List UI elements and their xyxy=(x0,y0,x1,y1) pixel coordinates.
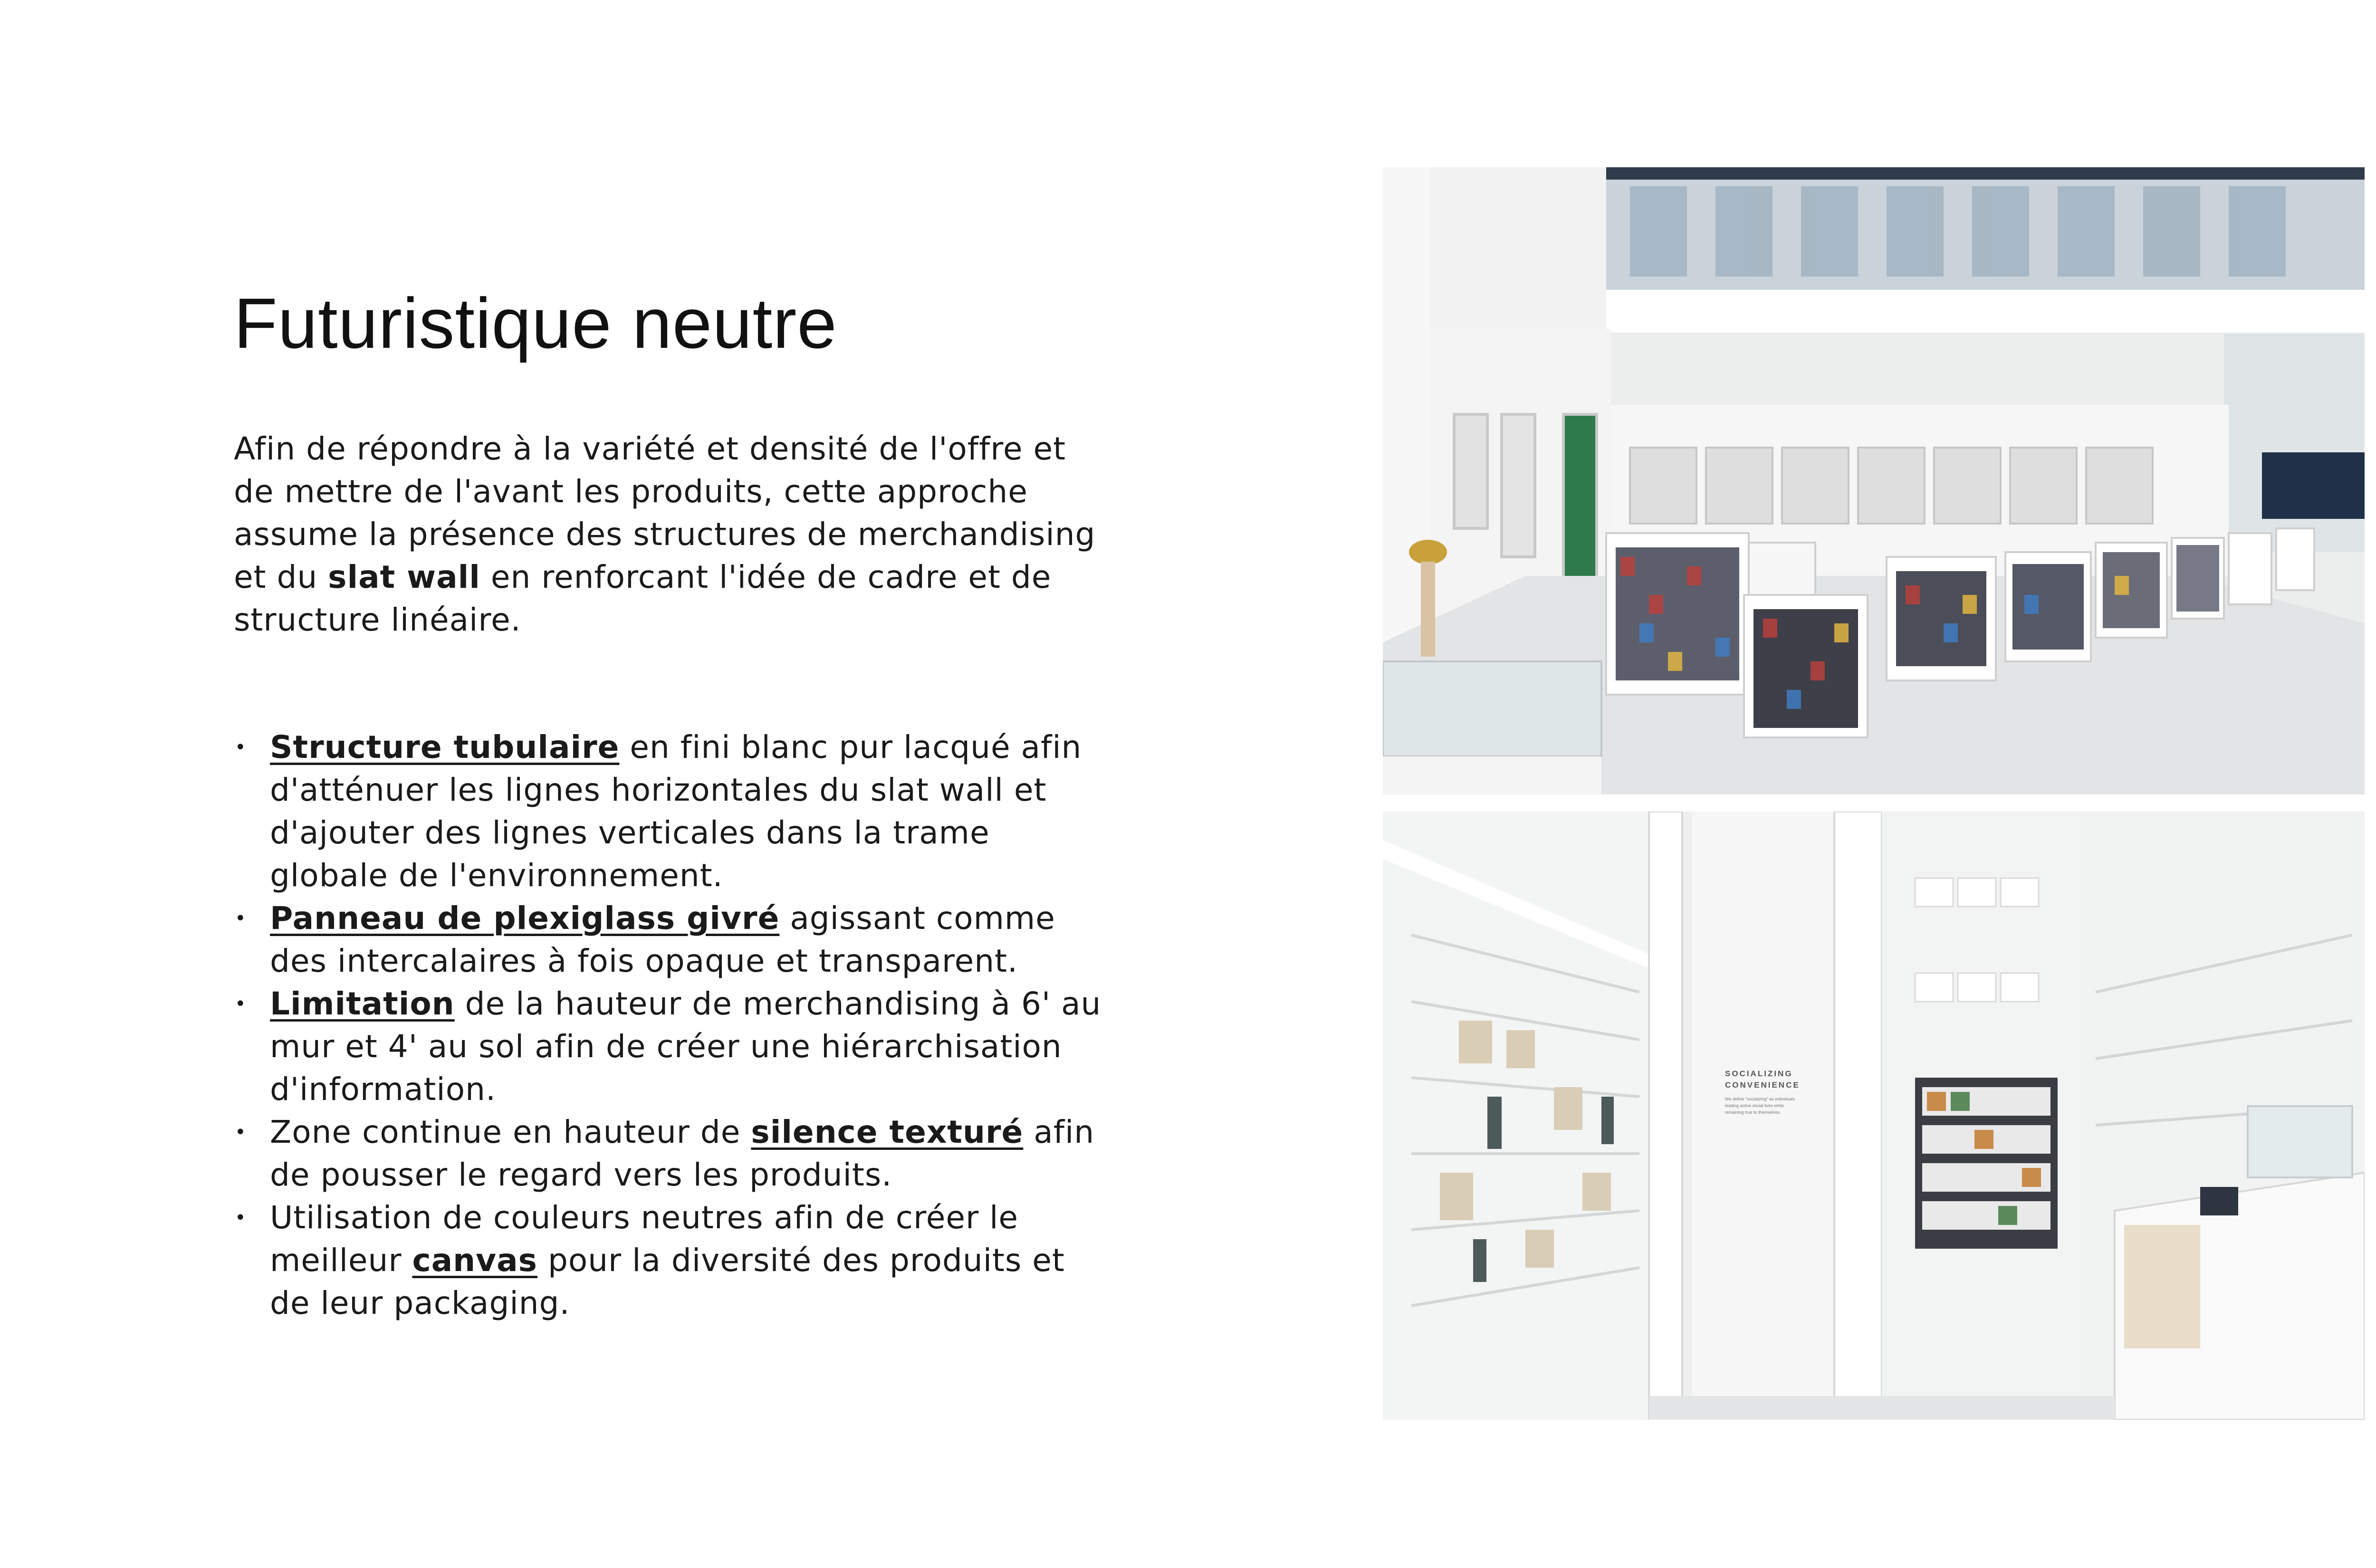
store-sign xyxy=(1725,1068,1800,1116)
bullet-marker: • xyxy=(235,993,247,1015)
list-item xyxy=(234,897,1113,983)
retail-store-illustration xyxy=(1383,167,2365,794)
list-item xyxy=(234,1111,1113,1196)
bullet-keyword: Panneau de plexiglass givré xyxy=(270,900,780,937)
bullet-text: afin de pousser le regard vers les produits. xyxy=(270,1114,1095,1193)
intro-text-start: Afin de répondre à la variété et densité de l'offre et de mettre de l'avant les produits, cette approche assume la présence des structures de merchandising et du xyxy=(234,430,1096,595)
bullet-keyword: Structure tubulaire xyxy=(270,729,620,765)
bullet-keyword: silence texturé xyxy=(751,1114,1024,1150)
bullet-text: en fini blanc pur lacqué afin d'atténuer les lignes horizontales du slat wall et d'ajouter des lignes verticales dans la trame globale de l'environnement. xyxy=(270,729,1082,894)
list-item xyxy=(234,1196,1113,1325)
intro-text-end: en renforcant l'idée de cadre et de structure linéaire. xyxy=(234,559,1052,638)
bullet-lead: Zone continue en hauteur de xyxy=(270,1114,751,1150)
page-title: Futuristique neutre xyxy=(234,283,837,363)
bullet-marker: • xyxy=(235,1207,247,1229)
bullet-marker: • xyxy=(235,908,247,929)
bullet-text: de la hauteur de merchandising à 6' au mur et 4' au sol afin de créer une hiérarchisation d'information. xyxy=(270,985,1102,1108)
bullet-marker: • xyxy=(235,1121,247,1143)
sign-title-line-1: SOCIALIZING xyxy=(1725,1069,1793,1078)
bullet-lead: Utilisation de couleurs neutres afin de créer le meilleur xyxy=(270,1199,1019,1279)
sign-body-text: We define "socializing" as individuals leading active social lives while remaining true to themselves. xyxy=(1725,1097,1795,1115)
list-item xyxy=(234,983,1113,1111)
retail-store-photo xyxy=(1383,167,2365,794)
intro-paragraph xyxy=(234,428,1113,641)
sign-title-line-2: CONVENIENCE xyxy=(1725,1080,1800,1090)
bullet-text: agissant comme des intercalaires à fois opaque et transparent. xyxy=(270,900,1055,979)
bullet-text: pour la diversité des produits et de leur packaging. xyxy=(270,1242,1065,1321)
bullet-keyword: Limitation xyxy=(270,985,455,1022)
retail-shelving-illustration xyxy=(1383,812,2365,1420)
retail-shelving-photo xyxy=(1383,812,2365,1420)
bullet-keyword: canvas xyxy=(412,1242,537,1279)
list-item xyxy=(234,726,1113,897)
feature-list xyxy=(234,726,1113,1325)
intro-emphasis: slat wall xyxy=(328,559,480,595)
bullet-marker: • xyxy=(235,736,247,758)
